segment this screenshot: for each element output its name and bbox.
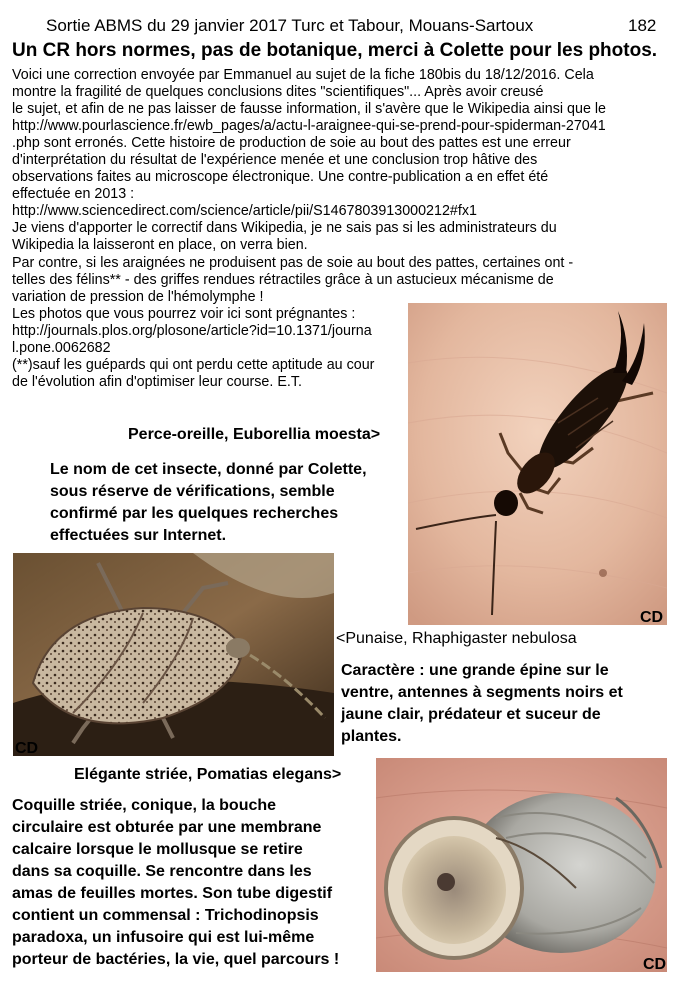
- stink-bug-description-line: plantes.: [341, 728, 402, 745]
- intro-link: http://journals.plos.org/plosone/article?id=10.1371/journa: [12, 322, 372, 339]
- snail-photo: [376, 758, 667, 972]
- intro-line: effectuée en 2013 :: [12, 186, 135, 203]
- page-title: Sortie ABMS du 29 janvier 2017 Turc et Tabour, Mouans-Sartoux: [46, 16, 534, 35]
- snail-caption: Elégante striée, Pomatias elegans>: [74, 766, 342, 783]
- intro-line: Je viens d'apporter le correctif dans Wikipedia, je ne sais pas si les administrateurs du: [12, 220, 557, 237]
- page-subtitle: Un CR hors normes, pas de botanique, merci à Colette pour les photos.: [12, 40, 658, 61]
- snail-description-line: contient un commensal : Trichodinopsis: [12, 907, 319, 924]
- intro-line: Wikipedia la laisseront en place, on verra bien.: [12, 237, 308, 254]
- intro-link: http://www.sciencedirect.com/science/article/pii/S1467803913000212#fx1: [12, 203, 477, 220]
- stink-bug-description: [341, 660, 623, 748]
- intro-line: montre la fragilité de quelques conclusions dites "scientifiques"... Après avoir creusé: [12, 84, 544, 101]
- intro-line: de l'évolution afin d'optimiser leur course. E.T.: [12, 373, 302, 390]
- earwig-description-line: sous réserve de vérifications, semble: [50, 483, 335, 500]
- intro-line: variation de pression de l'hémolymphe !: [12, 288, 264, 305]
- snail-description-line: amas de feuilles mortes. Son tube digestif: [12, 885, 333, 902]
- intro-line: Par contre, si les araignées ne produisent pas de soie au bout des pattes, certaines ont -: [12, 254, 574, 271]
- snail-description-line: calcaire lorsque le mollusque se retire: [12, 841, 303, 858]
- stink-bug-description-line: ventre, antennes à segments noirs et: [341, 684, 623, 701]
- intro-line: (**)sauf les guépards qui ont perdu cette aptitude au cour: [12, 356, 375, 373]
- earwig-photo: [408, 303, 667, 625]
- intro-line: le sujet, et afin de ne pas laisser de fausse information, il s'avère que le Wikipedia ainsi que le: [12, 101, 606, 118]
- snail-description-line: dans sa coquille. Se rencontre dans les: [12, 863, 312, 880]
- snail-description-line: Coquille striée, conique, la bouche: [12, 797, 277, 814]
- intro-line: Voici une correction envoyée par Emmanuel au sujet de la fiche 180bis du 18/12/2016. Cela: [12, 67, 594, 83]
- earwig-description: [50, 459, 367, 547]
- snail-photo-credit: CD: [643, 956, 667, 973]
- intro-line: telles des félins** - des griffes rendues rétractiles grâce à un astucieux mécanisme de: [12, 271, 554, 288]
- earwig-caption: Perce-oreille, Euborellia moesta>: [128, 426, 381, 443]
- stink-bug-description-line: jaune clair, prédateur et suceur de: [341, 706, 601, 723]
- page-number: 182: [628, 16, 657, 35]
- snail-description-line: paradoxa, un infusoire qui est lui-même: [12, 929, 315, 946]
- intro-line: observations faites au microscope électronique. Une contre-publication a en effet été: [12, 169, 549, 186]
- stink-bug-caption: <Punaise, Rhaphigaster nebulosa: [336, 630, 577, 647]
- intro-link: http://www.pourlascience.fr/ewb_pages/a/actu-l-araignee-qui-se-prend-pour-spiderman-27041: [12, 118, 606, 135]
- stink-bug-photo: [13, 553, 334, 756]
- earwig-photo-credit: CD: [640, 609, 664, 626]
- intro-link: l.pone.0062682: [12, 339, 111, 356]
- snail-description: [12, 795, 339, 971]
- earwig-description-line: Le nom de cet insecte, donné par Colette,: [50, 461, 367, 478]
- stink-bug-photo-credit: CD: [15, 740, 39, 757]
- intro-line: Les photos que vous pourrez voir ici sont prégnantes :: [12, 305, 356, 322]
- earwig-description-line: confirmé par les quelques recherches: [50, 505, 339, 522]
- intro-line: .php sont erronés. Cette histoire de production de soie au bout des pattes est une erreur: [12, 135, 571, 152]
- snail-description-line: circulaire est obturée par une membrane: [12, 819, 322, 836]
- snail-description-line: porteur de bactéries, la vie, quel parcours !: [12, 951, 340, 968]
- earwig-description-line: effectuées sur Internet.: [50, 527, 227, 544]
- stink-bug-description-line: Caractère : une grande épine sur le: [341, 662, 609, 679]
- intro-line: d'interprétation du résultat de l'expérience menée et une conclusion trop hâtive des: [12, 152, 538, 169]
